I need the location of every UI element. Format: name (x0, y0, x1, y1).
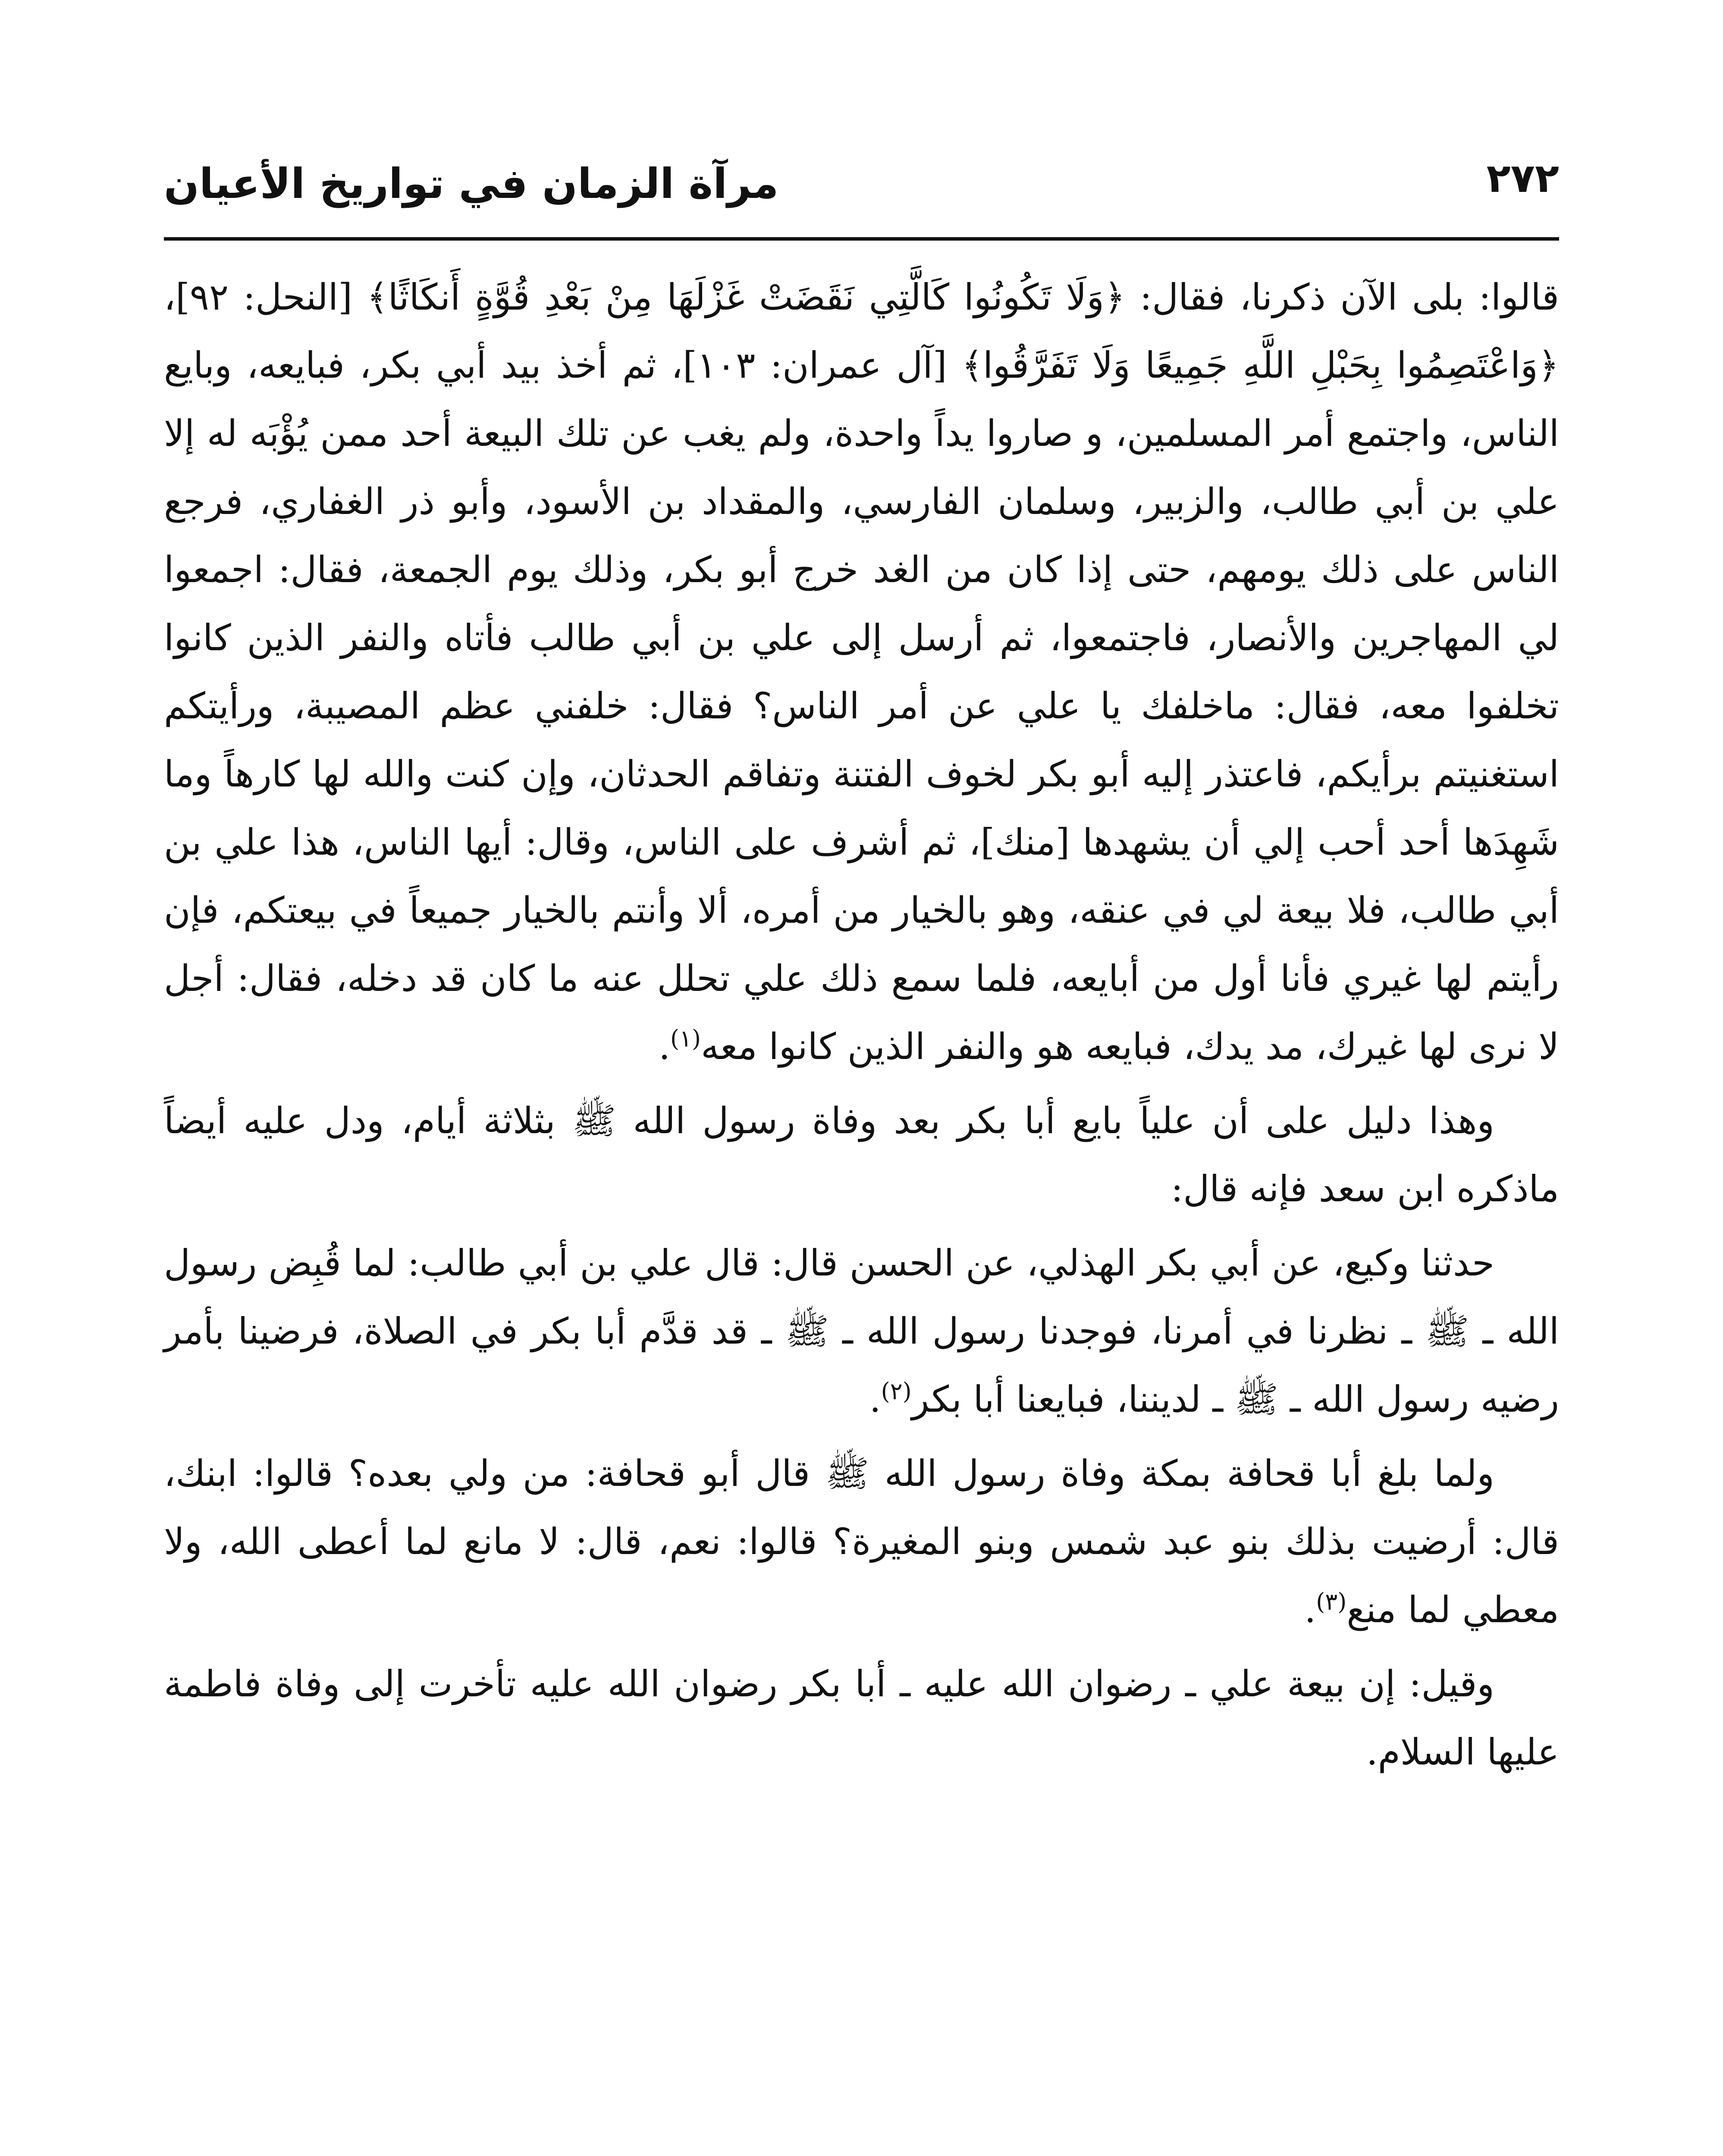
header-rule (164, 237, 1559, 241)
paragraph-text: وهذا دليل على أن علياً بايع أبا بكر بعد وفاة رسول الله ﷺ بثلاثة أيام، ودل عليه أيضاً ماذكره ابن سعد فإنه قال: (164, 1100, 1559, 1210)
paragraph-text: ولما بلغ أبا قحافة بمكة وفاة رسول الله ﷺ قال أبو قحافة: من ولي بعده؟ قالوا: ابنك، قال: أرضيت بذلك بنو عبد شمس وبنو المغيرة؟ قالوا: نعم، قال: لا مانع لما أعطى الله، ولا معطي لما منع (164, 1452, 1559, 1631)
footnote-ref-3: (٣) (1316, 1588, 1347, 1615)
paragraph-ending: . (869, 1378, 881, 1420)
paragraph-1 (164, 263, 1559, 1081)
paragraph-ending: . (1304, 1589, 1316, 1631)
running-title: مرآة الزمان في تواريخ الأعيان (164, 160, 779, 208)
footnote-ref-1: (١) (670, 1025, 701, 1052)
paragraph-3 (164, 1229, 1559, 1433)
paragraph-text: وقيل: إن بيعة علي ـ رضوان الله عليه ـ أبا بكر رضوان الله عليه تأخرت إلى وفاة فاطمة عليها السلام. (164, 1663, 1559, 1773)
footnote-ref-2: (٢) (881, 1378, 912, 1405)
paragraph-4 (164, 1439, 1559, 1644)
paragraph-text: قالوا: بلى الآن ذكرنا، فقال: ﴿وَلَا تَكُونُوا كَالَّتِي نَقَضَتْ غَزْلَهَا مِنْ بَعْدِ قُوَّةٍ أَنكَاثًا﴾ [النحل: ٩٢]، ﴿وَاعْتَصِمُوا بِحَبْلِ اللَّهِ جَمِيعًا وَلَا تَفَرَّقُوا﴾ [آل عمران: ١٠٣]، ثم أخذ بيد أبي بكر، فبايعه، وبايع الناس، واجتمع أمر المسلمين، و صاروا يداً واحدة، ولم يغب عن تلك البيعة أحد ممن يُؤْبَه له إلا علي بن أبي طالب، والزبير، وسلمان الفارسي، والمقداد بن الأسود، وأبو ذر الغفاري، فرجع الناس على ذلك يومهم، حتى إذا كان من الغد خرج أبو بكر، وذلك يوم الجمعة، فقال: اجمعوا لي المهاجرين والأنصار، فاجتمعوا، ثم أرسل إلى علي بن أبي طالب فأتاه والنفر الذين كانوا تخلفوا معه، فقال: ماخلفك يا علي عن أمر الناس؟ فقال: خلفني عظم المصيبة، ورأيتكم استغنيتم برأيكم، فاعتذر إليه أبو بكر لخوف الفتنة وتفاقم الحدثان، وإن كنت والله لها كارهاً وما شَهِدَها أحد أحب إلي أن يشهدها [منك]، ثم أشرف على الناس، وقال: أيها الناس، هذا علي بن أبي طالب، فلا بيعة لي في عنقه، وهو بالخيار من أمره، ألا وأنتم بالخيار جميعاً في بيعتكم، فإن رأيتم لها غيري فأنا أول من أبايعه، فلما سمع ذلك علي تحلل عنه ما كان قد دخله، فقال: أجل لا نرى لها غيرك، مد يدك، فبايعه هو والنفر الذين كانوا معه (164, 276, 1559, 1068)
body-text (164, 263, 1559, 1792)
paragraph-ending: . (659, 1025, 670, 1068)
paragraph-text: حدثنا وكيع، عن أبي بكر الهذلي، عن الحسن قال: قال علي بن أبي طالب: لما قُبِض رسول الله ـ ﷺ ـ نظرنا في أمرنا، فوجدنا رسول الله ـ ﷺ ـ قد قدَّم أبا بكر في الصلاة، فرضينا بأمر رضيه رسول الله ـ ﷺ ـ لديننا، فبايعنا أبا بكر (164, 1242, 1559, 1420)
page-header (164, 142, 1559, 229)
paragraph-5 (164, 1650, 1559, 1786)
page-number: ٢٧٢ (1486, 155, 1559, 201)
paragraph-2 (164, 1087, 1559, 1223)
